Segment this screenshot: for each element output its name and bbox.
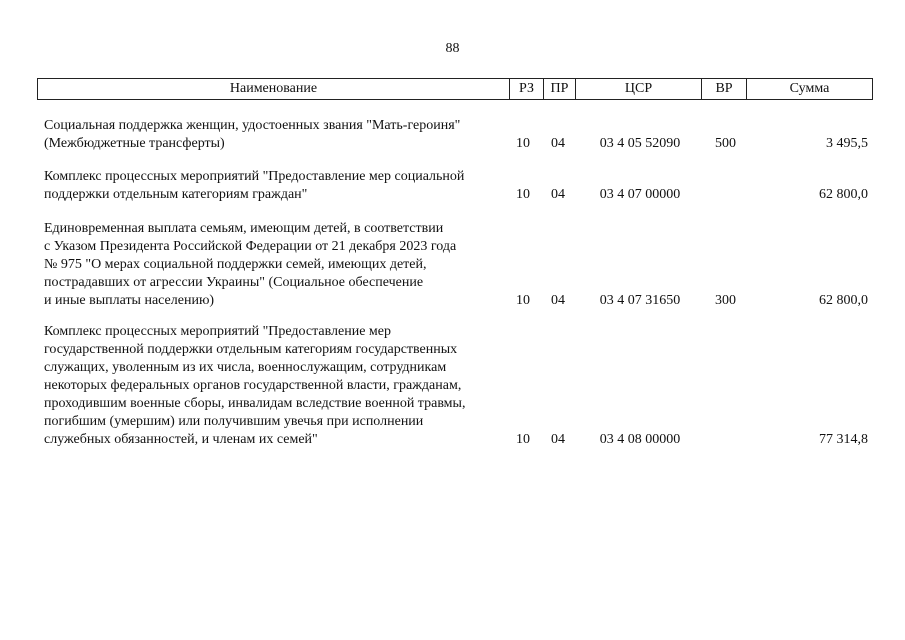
header-pr: ПР: [544, 79, 576, 99]
table-row: [0, 117, 905, 153]
header-rz: РЗ: [510, 79, 544, 99]
header-csr: ЦСР: [576, 79, 702, 99]
row-pr: 04: [551, 293, 565, 308]
row-sum: 62 800,0: [819, 187, 868, 202]
row-name: Комплекс процессных мероприятий "Предоставление мер социальной поддержки отдельным категориям граждан": [44, 169, 465, 202]
header-name: Наименование: [38, 79, 510, 99]
page-number: 88: [445, 41, 460, 56]
table-row: [0, 323, 905, 449]
row-csr: 03 4 08 00000: [599, 432, 681, 447]
table-header: [37, 78, 873, 100]
row-name: Единовременная выплата семьям, имеющим детей, в соответствии с Указом Президента Российской Федерации от 21 декабря 2023 года № 975 "О мерах социальной поддержки семей, имеющих детей, пострадавших от агрессии Украины" (Социальное обеспечение и иные выплаты населению): [44, 221, 457, 308]
row-csr: 03 4 07 00000: [599, 187, 681, 202]
row-name: Комплекс процессных мероприятий "Предоставление мер государственной поддержки отдельным категориям государственных служащих, уволенным из их числа, военнослужащим, сотрудникам некоторых федеральных органов государственной власти, гражданам, проходившим военные сборы, инвалидам вследствие военной травмы, погибшим (умершим) или получившим увечья при исполнении служебных обязанностей, и членам их семей": [44, 324, 466, 447]
row-csr: 03 4 05 52090: [599, 136, 681, 151]
row-name: Социальная поддержка женщин, удостоенных звания "Мать-героиня" (Межбюджетные трансферты): [44, 118, 461, 151]
header-sum: Сумма: [789, 81, 830, 96]
row-sum: 3 495,5: [826, 136, 868, 151]
row-rz: 10: [516, 293, 530, 308]
row-pr: 04: [551, 187, 565, 202]
row-rz: 10: [516, 432, 530, 447]
header-vr: ВР: [702, 79, 747, 99]
row-vr: 500: [715, 136, 736, 151]
row-pr: 04: [551, 432, 565, 447]
row-sum: 77 314,8: [819, 432, 868, 447]
row-csr: 03 4 07 31650: [599, 293, 681, 308]
table-row: [0, 168, 905, 204]
table-row: [0, 220, 905, 310]
row-vr: 300: [715, 293, 736, 308]
row-rz: 10: [516, 187, 530, 202]
row-sum: 62 800,0: [819, 293, 868, 308]
row-rz: 10: [516, 136, 530, 151]
row-pr: 04: [551, 136, 565, 151]
